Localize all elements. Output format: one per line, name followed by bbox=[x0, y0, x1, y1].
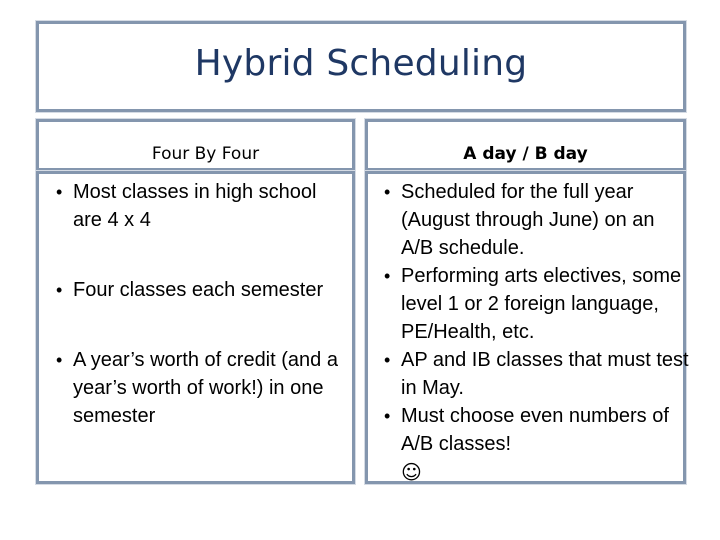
list-item-text: Four classes each semester bbox=[73, 279, 324, 301]
list-item-text: A year’s worth of credit (and a year’s worth of work!) in one semester bbox=[73, 349, 338, 427]
bullet-icon: • bbox=[56, 182, 63, 202]
column-content-four-by-four bbox=[36, 171, 355, 484]
list-item bbox=[384, 262, 689, 346]
list-item bbox=[384, 346, 689, 402]
bullet-icon: • bbox=[384, 350, 391, 370]
list-item bbox=[384, 402, 689, 486]
column-header-four-by-four bbox=[36, 119, 355, 171]
list-item-text: Scheduled for the full year (August through June) on an A/B schedule. bbox=[401, 181, 655, 259]
bullet-list bbox=[56, 178, 346, 430]
list-item bbox=[56, 276, 346, 304]
bullet-icon: • bbox=[384, 266, 391, 286]
list-item-text: Must choose even numbers of A/B classes! bbox=[401, 405, 669, 455]
column-header-ab-day bbox=[365, 119, 686, 171]
bullet-icon: • bbox=[384, 406, 391, 426]
bullet-icon: • bbox=[56, 280, 63, 300]
list-item bbox=[384, 178, 689, 262]
list-item bbox=[56, 346, 346, 430]
column-header-label: Four By Four bbox=[151, 144, 260, 164]
title-box bbox=[36, 21, 686, 112]
column-header-label: A day / B day bbox=[463, 144, 588, 164]
bullet-list bbox=[384, 178, 689, 486]
list-item-text: AP and IB classes that must test in May. bbox=[401, 349, 689, 399]
page-title: Hybrid Scheduling bbox=[194, 43, 528, 84]
column-content-ab-day bbox=[365, 171, 689, 484]
bullet-icon: • bbox=[56, 350, 63, 370]
list-item bbox=[56, 178, 346, 234]
list-item-text: Most classes in high school are 4 x 4 bbox=[73, 181, 317, 231]
smiley-icon: ☺ bbox=[401, 460, 422, 484]
list-item-text: Performing arts electives, some level 1 or 2 foreign language, PE/Health, etc. bbox=[401, 265, 682, 343]
bullet-icon: • bbox=[384, 182, 391, 202]
